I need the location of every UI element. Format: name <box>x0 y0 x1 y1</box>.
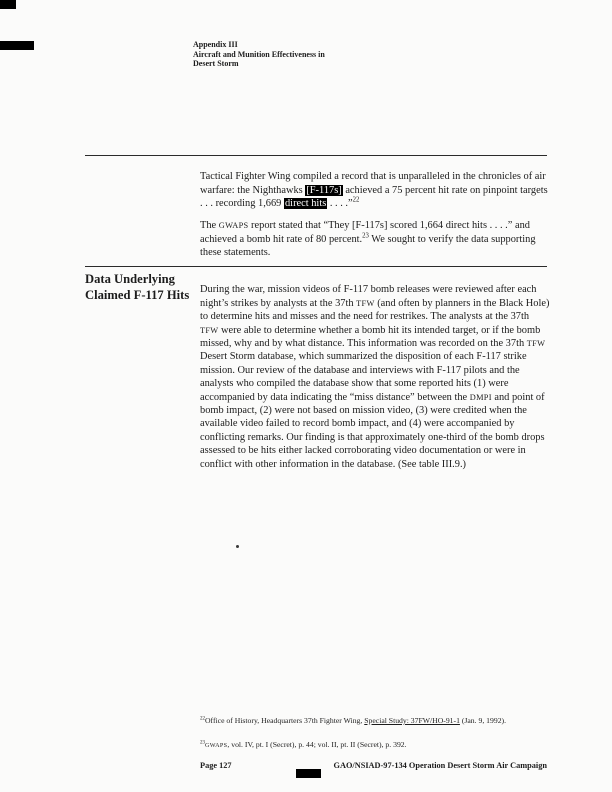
intro-paragraph-1 <box>200 170 550 210</box>
footnote-23 <box>200 740 550 751</box>
page-header <box>193 40 433 69</box>
text-segment: (Jan. 9, 1992). <box>459 716 507 725</box>
text-segment: (and often by planners in the Black Hole) to determine hits and misses and the need for restrikes. The analysts at the 37th <box>200 297 550 323</box>
text-segment: We sought to verify the data supporting these statements. <box>200 233 536 259</box>
section-heading: Data Underlying Claimed F-117 Hits <box>85 272 190 302</box>
page-number: Page 127 <box>200 761 232 770</box>
section-divider-top <box>85 155 547 156</box>
scan-artifact-top-left <box>0 0 16 9</box>
highlighted-text-direct-hits: direct hits <box>284 198 327 210</box>
text-segment: During the war, mission videos of F-117 bomb releases were reviewed after each night’s strikes by analysts at the 37th <box>200 284 537 309</box>
header-appendix-label: Appendix III <box>193 40 238 49</box>
text-segment: , vol. IV, pt. I (Secret), p. 44; vol. II, pt. II (Secret), p. 392. <box>227 740 407 749</box>
header-title-line1: Aircraft and Munition Effectiveness in <box>193 49 325 59</box>
text-segment: Tactical Fighter Wing compiled a record that is unparalleled in the chronicles of air warfare: the Nighthawks <box>200 171 546 196</box>
header-title-line2: Desert Storm <box>193 59 239 69</box>
report-number: GAO/NSIAD-97-134 Operation Desert Storm Air Campaign <box>333 761 547 770</box>
smallcaps-tfw: TFW <box>526 339 546 349</box>
smallcaps-dmpi: DMPI <box>469 392 492 402</box>
text-segment: . . . .” <box>327 198 353 210</box>
intro-paragraph-2 <box>200 219 550 259</box>
text-segment: achieved a 75 percent hit rate on pinpoint targets . . . recording 1,669 <box>200 184 548 210</box>
scan-artifact-left-edge <box>0 41 34 50</box>
footnote-number: 23 <box>200 740 205 746</box>
text-segment: Desert Storm database, which summarized the disposition of each F-117 strike mission. Our review of the database and interviews with F-117 pilots and the analysts who compiled the database show that some reported hits (1) were accompanied by data indicating the “miss distance” between the <box>200 351 527 403</box>
text-segment: The <box>200 220 219 232</box>
footnote-reference-23: 23 <box>362 232 369 240</box>
smallcaps-gwaps: GWAPS <box>205 743 228 749</box>
scan-artifact-dot <box>236 545 239 548</box>
underlined-citation: Special Study: 37FW/HO-91-1 <box>364 716 460 725</box>
smallcaps-tfw: TFW <box>200 325 219 335</box>
section-paragraph-1 <box>200 283 550 471</box>
text-segment: report stated that “They [F-117s] scored 1,664 direct hits . . . .” and achieved a bomb hit rate of 80 percent. <box>200 220 530 245</box>
text-segment: were able to determine whether a bomb hit its intended target, or if the bomb missed, why and by what distance. This information was recorded on the 37th <box>200 324 541 350</box>
text-segment: and point of bomb impact, (2) were not based on mission video, (3) were credited when the available video failed to record bomb impact, and (4) were accompanied by conflicting remarks. Our finding is that approximately one-third of the bomb drops assessed to be hits either lacked corroborating video documentation or were in conflict with other information in the database. (See table III.9.) <box>200 391 545 470</box>
highlighted-text-f117s: [F-117s] <box>306 184 342 196</box>
scan-artifact-bottom <box>296 769 321 778</box>
footnote-reference-22: 22 <box>352 196 360 204</box>
page-footer <box>200 761 547 770</box>
text-segment: Office of History, Headquarters 37th Fighter Wing, <box>205 716 365 725</box>
footnote-22 <box>200 716 550 725</box>
section-divider-middle <box>85 266 547 267</box>
smallcaps-tfw: TFW <box>356 298 375 308</box>
footnote-number: 22 <box>200 716 205 722</box>
smallcaps-gwaps: GWAPS <box>218 221 249 231</box>
